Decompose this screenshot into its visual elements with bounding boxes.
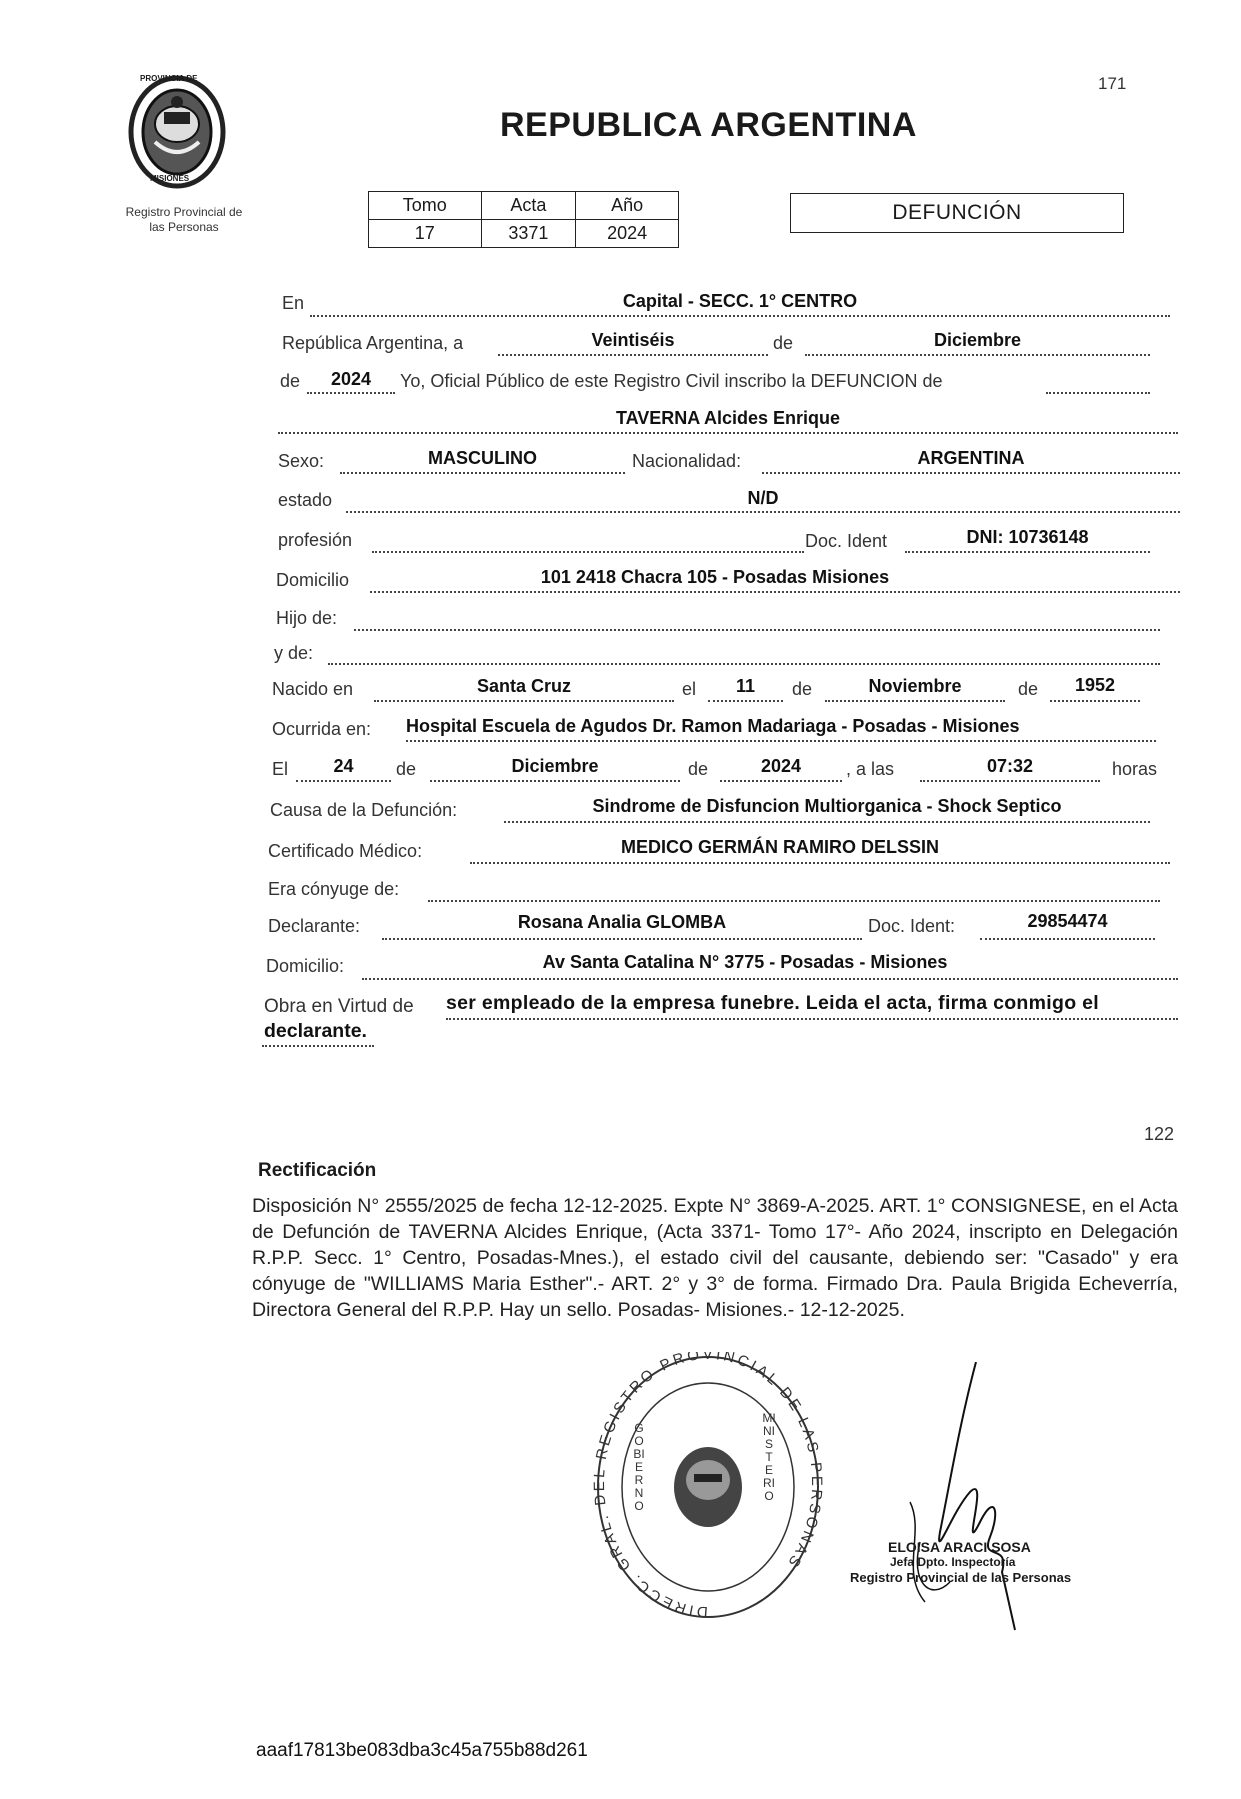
table-row: [369, 192, 679, 220]
de-nac-mes-label: de: [792, 679, 813, 699]
dia-value: Veintiséis: [591, 330, 675, 350]
seal-text-bottom: MISIONES: [150, 174, 190, 183]
domicilio-value: 101 2418 Chacra 105 - Posadas Misiones: [540, 567, 890, 587]
value-tomo: 17: [369, 220, 482, 248]
document-hash: aaaf17813be083dba3c45a755b88d261: [256, 1740, 588, 1761]
sexo-label: Sexo:: [278, 451, 325, 471]
obra-value-2: declarante.: [264, 1020, 367, 1042]
signature-icon: [880, 1362, 1080, 1632]
header-tomo: Tomo: [369, 192, 482, 220]
El-label: El: [272, 759, 289, 779]
inscribo-text: Yo, Oficial Público de este Registro Civil inscribo la DEFUNCION de: [400, 371, 943, 391]
de-def-mes-label: de: [396, 759, 417, 779]
seal-text-top: PROVINCIA DE: [140, 74, 198, 83]
nac-dia-value: 11: [735, 676, 756, 696]
declarante-label: Declarante:: [268, 916, 361, 936]
certificado-label: Certificado Médico:: [268, 841, 423, 861]
doc-ident-label: Doc. Ident: [805, 531, 888, 551]
caption-line-1: Registro Provincial de: [125, 205, 243, 219]
stamp-inner-left: GOBIERNO: [633, 1421, 645, 1513]
page-number: 171: [1098, 74, 1127, 93]
decl-domicilio-value: Av Santa Catalina N° 3775 - Posadas - Misiones: [542, 952, 948, 972]
de-anio-label: de: [280, 371, 301, 391]
doc-type-box: DEFUNCIÓN: [790, 193, 1124, 233]
official-stamp: [592, 1352, 824, 1622]
registry-caption: [108, 205, 260, 235]
conyuge-label: Era cónyuge de:: [268, 879, 400, 899]
def-mes-value: Diciembre: [511, 756, 599, 776]
de-nac-anio-label: de: [1018, 679, 1039, 699]
def-anio-value: 2024: [760, 756, 802, 776]
header-acta: Acta: [481, 192, 576, 220]
domicilio-label: Domicilio: [276, 570, 350, 590]
republica-label: República Argentina, a: [282, 333, 464, 353]
stamp-ring-text: DIRECC. GRAL. DEL REGISTRO PROVINCIAL DE LAS PERSONAS: [592, 1352, 824, 1621]
nac-mes-value: Noviembre: [868, 676, 962, 696]
def-dia-value: 24: [333, 756, 354, 776]
causa-value: Sindrome de Disfuncion Multiorganica - Shock Septico: [592, 796, 1062, 816]
de-def-anio-label: de: [688, 759, 709, 779]
certificado-value: MEDICO GERMÁN RAMIRO DELSSIN: [620, 837, 939, 857]
decl-doc-label: Doc. Ident:: [868, 916, 956, 936]
sexo-value: MASCULINO: [428, 448, 537, 468]
signature-block: [850, 1539, 1072, 1585]
obra-value-1: ser empleado de la empresa funebre. Leida el acta, firma conmigo el: [446, 992, 1099, 1014]
signer-name: ELOISA ARACI SOSA: [888, 1539, 1031, 1555]
estado-value: N/D: [747, 488, 779, 508]
stamp-inner-right: MINISTERIO: [762, 1411, 776, 1503]
en-label: En: [282, 293, 305, 313]
official-stamp-icon: [592, 1352, 824, 1622]
value-acta: 3371: [481, 220, 576, 248]
caption-line-2: las Personas: [149, 220, 219, 234]
horas-label: horas: [1112, 759, 1158, 779]
rectificacion-heading: Rectificación: [258, 1160, 377, 1181]
causa-label: Causa de la Defunción:: [270, 800, 458, 820]
el-label: el: [682, 679, 697, 699]
a-las-label: , a las: [846, 759, 895, 779]
nacionalidad-value: ARGENTINA: [917, 448, 1025, 468]
table-row: [369, 220, 679, 248]
nac-anio-value: 1952: [1074, 675, 1116, 695]
page-title: REPUBLICA ARGENTINA: [500, 106, 917, 144]
nombre-value: TAVERNA Alcides Enrique: [615, 408, 841, 428]
nacido-value: Santa Cruz: [476, 676, 572, 696]
record-meta-table: [368, 191, 679, 248]
obra-label: Obra en Virtud de: [264, 996, 414, 1017]
rectificacion-body: Disposición N° 2555/2025 de fecha 12-12-2025. Expte N° 3869-A-2025. ART. 1° CONSIGNESE, en el Acta de Defunción de TAVERNA Alcides Enrique, (Acta 3371- Tomo 17°- Año 2024, inscripto en Delegación R.P.P. Secc. 1° Centro, Posadas-Mnes.), el estado civil del causante, debiendo ser: "Casado" y era cónyuge de "WILLIAMS Maria Esther".- ART. 2° y 3° de forma. Firmado Dra. Paula Brigida Echeverría, Directora General del R.P.P. Hay un sello. Posadas- Misiones.- 12-12-2025.: [252, 1195, 1178, 1321]
yde-label: y de:: [274, 643, 314, 663]
signer-office: Registro Provincial de las Personas: [850, 1570, 1072, 1585]
rectificacion-number: 122: [1144, 1124, 1175, 1144]
nacionalidad-label: Nacionalidad:: [632, 451, 742, 471]
anio-value: 2024: [330, 369, 372, 389]
signer-role: Jefa Dpto. Inspectoría: [890, 1555, 1016, 1569]
ocurrida-value: Hospital Escuela de Agudos Dr. Ramon Madariaga - Posadas - Misiones: [406, 716, 1020, 736]
header-anio: Año: [576, 192, 679, 220]
decl-doc-value: 29854474: [1027, 911, 1108, 931]
nacido-label: Nacido en: [272, 679, 354, 699]
declarante-value: Rosana Analia GLOMBA: [517, 912, 727, 932]
value-anio: 2024: [576, 220, 679, 248]
mes-value: Diciembre: [933, 330, 1022, 350]
lugar-value: Capital - SECC. 1° CENTRO: [622, 291, 858, 311]
hijo-label: Hijo de:: [276, 608, 338, 628]
doc-ident-value: DNI: 10736148: [966, 527, 1089, 547]
estado-label: estado: [278, 490, 333, 510]
hora-value: 07:32: [986, 756, 1034, 776]
handwritten-signature: [880, 1362, 1080, 1632]
de-label: de: [773, 333, 794, 353]
decl-domicilio-label: Domicilio:: [266, 956, 345, 976]
profesion-label: profesión: [278, 530, 353, 550]
ocurrida-label: Ocurrida en:: [272, 719, 372, 739]
